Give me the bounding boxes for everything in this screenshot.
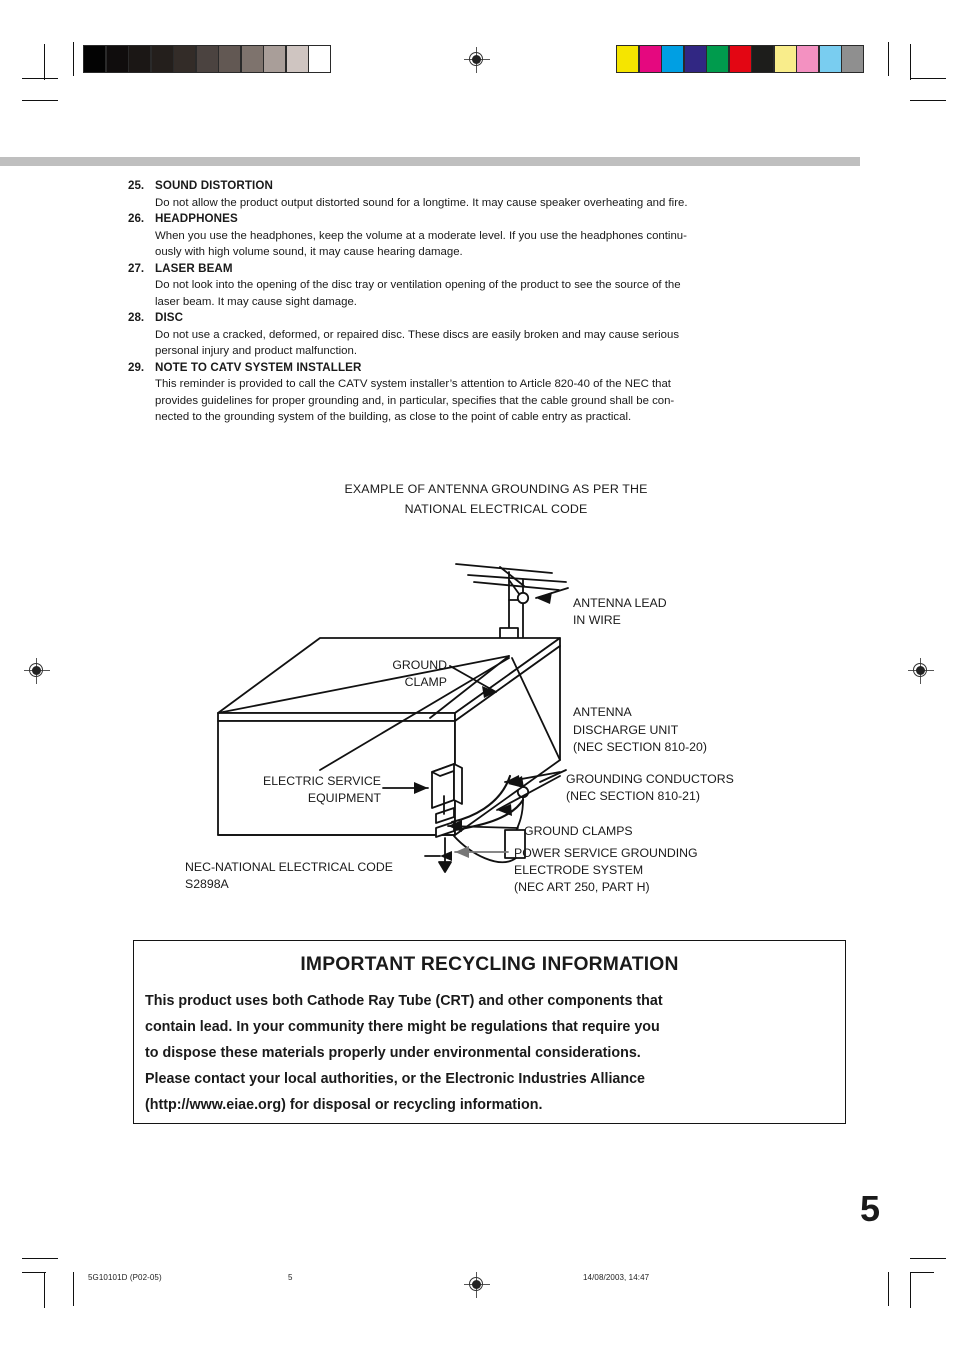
gray-swatch (152, 46, 173, 72)
crop-mark-bottom-left-corner-v (44, 1272, 45, 1308)
label-power-service-line2: ELECTRODE SYSTEM (514, 863, 644, 877)
gray-swatch (309, 46, 330, 72)
label-power-service-line1: POWER SERVICE GROUNDING (514, 846, 698, 860)
gray-swatch (84, 46, 105, 72)
crop-mark-top-left-vertical (44, 44, 45, 80)
crop-mark-top-left-rule (22, 100, 58, 101)
crop-mark-bottom-left-corner-h (22, 1272, 46, 1273)
list-item (128, 310, 840, 360)
crop-mark-bottom-right-corner-v (910, 1272, 911, 1308)
list-item (128, 178, 840, 211)
color-swatch (842, 46, 863, 72)
item-title: SOUND DISTORTION (155, 179, 273, 192)
recycling-line: contain lead. In your community there might be regulations that require you (145, 1019, 660, 1035)
color-calibration-strip (616, 45, 864, 73)
label-antenna-lead-line1: ANTENNA LEAD (573, 596, 667, 610)
label-ground-clamps: GROUND CLAMPS (524, 824, 633, 838)
recycling-information-box (133, 940, 846, 1124)
registration-mark-top-center (464, 47, 490, 73)
label-ground-clamp-line1: GROUND (392, 658, 447, 672)
label-grounding-conductors-line2: (NEC SECTION 810-21) (566, 789, 700, 803)
safety-instructions-list (128, 178, 840, 426)
recycling-line: (http://www.eiae.org) for disposal or recycling information. (145, 1097, 543, 1113)
label-ground-clamp-line2: CLAMP (404, 675, 447, 689)
gray-swatch (107, 46, 128, 72)
label-nec-code: S2898A (185, 877, 229, 891)
color-swatch (617, 46, 638, 72)
recycling-line: to dispose these materials properly under environmental considerations. (145, 1045, 641, 1061)
item-number: 25. (128, 179, 145, 192)
gray-swatch (287, 46, 308, 72)
recycling-line: This product uses both Cathode Ray Tube (CRT) and other components that (145, 993, 663, 1009)
item-text-line: provides guidelines for proper grounding and, in particular, specifies that the cable ground shall be con- (155, 394, 675, 407)
item-text-line: Do not look into the opening of the disc tray or ventilation opening of the product to see the source of the (155, 279, 681, 292)
label-discharge-line3: (NEC SECTION 810-20) (573, 740, 707, 754)
item-number: 28. (128, 311, 145, 325)
footer-page-number: 5 (288, 1273, 293, 1282)
label-electric-service-line2: EQUIPMENT (307, 791, 381, 805)
crop-mark-top-left-inner (73, 42, 74, 76)
gray-swatch (129, 46, 150, 72)
list-item (128, 211, 840, 261)
header-rule (0, 157, 860, 166)
label-nec-note: NEC-NATIONAL ELECTRICAL CODE (185, 860, 393, 874)
crop-mark-bottom-left-inner (73, 1272, 74, 1306)
label-discharge-line1: ANTENNA (573, 705, 632, 719)
antenna-grounding-diagram (0, 470, 954, 910)
item-text-line: This reminder is provided to call the CATV system installer’s attention to Article 820-40 of the NEC that (155, 378, 671, 391)
item-number: 29. (128, 360, 145, 374)
gray-swatch (264, 46, 285, 72)
arrowhead (455, 846, 469, 858)
item-text-line: nected to the grounding system of the building, as close to the point of cable entry as practical. (155, 411, 632, 424)
recycling-line: Please contact your local authorities, or the Electronic Industries Alliance (145, 1071, 646, 1087)
item-text-line: Do not allow the product output distorted sound for a longtime. It may cause speaker overheating and fire. (155, 196, 688, 209)
registration-mark-bottom-center (464, 1272, 490, 1298)
item-number: 27. (128, 261, 145, 275)
color-swatch (685, 46, 706, 72)
recycling-body (145, 988, 834, 1118)
crop-mark-bottom-left-h (22, 1258, 58, 1259)
crop-mark-top-right-vertical (888, 42, 889, 76)
footer-doc-code: 5G10101D (P02-05) (88, 1273, 162, 1282)
diagram-title-line2: NATIONAL ELECTRICAL CODE (404, 502, 588, 516)
item-text-line: ously with high volume sound, it may cause hearing damage. (155, 246, 463, 259)
list-item (128, 360, 840, 426)
color-swatch (797, 46, 818, 72)
footer-timestamp: 14/08/2003, 14:47 (583, 1273, 650, 1282)
gray-swatch (242, 46, 263, 72)
label-discharge-line2: DISCHARGE UNIT (573, 723, 679, 737)
gray-swatch (174, 46, 195, 72)
item-text-line: personal injury and product malfunction. (155, 345, 357, 358)
label-electric-service-line1: ELECTRIC SERVICE (263, 774, 381, 788)
recycling-title: IMPORTANT RECYCLING INFORMATION (300, 954, 679, 975)
diagram-illustration (0, 470, 954, 910)
label-antenna-lead-line2: IN WIRE (573, 613, 621, 627)
crop-mark-top-right-corner-v (910, 44, 911, 80)
crop-mark-top-right-rule (910, 100, 946, 101)
crop-mark-bottom-right-inner (888, 1272, 889, 1306)
list-item (128, 261, 840, 311)
arrowhead (536, 592, 552, 604)
arrowhead (440, 851, 452, 861)
crop-mark-bottom-right-corner-h (910, 1272, 934, 1273)
color-swatch (707, 46, 728, 72)
item-title: NOTE TO CATV SYSTEM INSTALLER (155, 360, 362, 374)
color-swatch (752, 46, 773, 72)
item-text-line: Do not use a cracked, deformed, or repaired disc. These discs are easily broken and may cause serious (155, 328, 680, 341)
label-grounding-conductors-line1: GROUNDING CONDUCTORS (566, 772, 734, 786)
item-text-line: laser beam. It may cause sight damage. (155, 295, 357, 308)
item-number: 26. (128, 212, 145, 226)
item-title: LASER BEAM (155, 261, 233, 275)
color-swatch (775, 46, 796, 72)
grayscale-calibration-strip (83, 45, 331, 73)
item-text-line: When you use the headphones, keep the volume at a moderate level. If you use the headphones continu- (155, 229, 687, 242)
gray-swatch (197, 46, 218, 72)
color-swatch (820, 46, 841, 72)
label-power-service-line3: (NEC ART 250, PART H) (514, 880, 650, 894)
item-title: DISC (155, 311, 184, 325)
color-swatch (730, 46, 751, 72)
crop-mark-bottom-right-h (910, 1258, 946, 1259)
crop-mark-top-right-corner-h (910, 78, 946, 79)
diagram-title-line1: EXAMPLE OF ANTENNA GROUNDING AS PER THE (344, 482, 648, 496)
item-title: HEADPHONES (155, 212, 238, 226)
page-number: 5 (859, 1188, 879, 1229)
crop-mark-top-left-horizontal (22, 78, 58, 79)
gray-swatch (219, 46, 240, 72)
color-swatch (662, 46, 683, 72)
color-swatch (640, 46, 661, 72)
